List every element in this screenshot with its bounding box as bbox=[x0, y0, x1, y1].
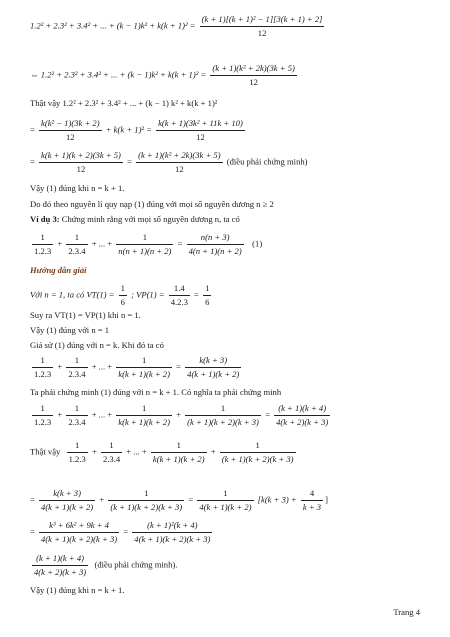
proof-step-2: = $\frac{k(k + 3)}{4(k + 1)(k + 2)}$ + $\frac{1}{(k + 1)(k + 2)(k + 3)}$ = $\frac{1}{4(k + 1)(k + 2)}$ [k(k + 3) + $\frac{4}{k + 3}$ ] bbox=[30, 488, 328, 512]
fraction: $\frac{\text{(k + 1)[(k + 1)² − 1][3(k + 1) + 2]}}{12}$ bbox=[201, 14, 323, 38]
proof-step-formula: Thật vậy $\frac{1}{1.2.3}$ + $\frac{1}{2.3.4}$ + ... + $\frac{1}{k(k + 1)(k + 2)}$ + $\frac{1}{(k + 1)(k + 2)(k + 3)}$ bbox=[30, 440, 294, 464]
fraction: $\frac{\text{(k + 1)(k² + 2k)(3k + 5)}}{12}$ bbox=[212, 63, 295, 87]
proof-result: $\frac{(k + 1)(k + 4)}{4(k + 2)(k + 3)}$ (điều phải chứng minh). bbox=[34, 553, 178, 577]
goal-formula: $\frac{1}{1.2.3}$ + $\frac{1}{2.3.4}$ + ... + $\frac{1}{k(k + 1)(k + 2)}$ + $\frac{1}{(k + 1)(k + 2)(k + 3)}$ = $\frac{(k + 1)(k + 4)}{4(k + 2)(k + 3)}$ bbox=[34, 403, 329, 427]
final-conclusion: Vậy (1) đúng khi n = k + 1. bbox=[30, 585, 125, 595]
base-case-line: Với n = 1, ta có VT(1) = $\frac{1}{6}$ ; VP(1) = $\frac{1.4}{4.2.3}$ = $\frac{1}{6}$ bbox=[30, 283, 210, 307]
base-case-result: Suy ra VT(1) = VP(1) khi n = 1. bbox=[30, 310, 141, 320]
proof-intro-line: Thật vậy 1.2² + 2.3² + 3.4² + ... + (k − 1) k² + k(k + 1)² bbox=[30, 98, 218, 108]
equation-step-3: = $\frac{\text{k(k² − 1)(3k + 2)}}{12}$ + k(k + 1)² = $\frac{\text{k(k + 1)(3k² + 11k + 10)}}{12}$ bbox=[30, 118, 243, 142]
goal-statement: Ta phải chứng minh (1) đúng với n = k + 1. Có nghĩa ta phải chứng minh bbox=[30, 387, 282, 397]
equation-tag: (1) bbox=[252, 238, 263, 249]
fraction: $\frac{\text{(k + 1)(k² + 2k)(3k + 5)}}{12}$ bbox=[138, 150, 221, 174]
example-3-formula: $\frac{1}{1.2.3}$ + $\frac{1}{2.3.4}$ + ... + $\frac{1}{n(n + 1)(n + 2)}$ = $\frac{n(n + 3)}{4(n + 1)(n + 2)}$ (1) bbox=[34, 232, 263, 256]
example-label: Ví dụ 3: bbox=[30, 214, 60, 224]
example-3-statement: Ví dụ 3: Chứng minh rằng với mọi số nguyên dương n, ta có bbox=[30, 214, 240, 224]
fraction: $\frac{\text{k(k + 1)(3k² + 11k + 10)}}{12}$ bbox=[158, 118, 243, 142]
conclusion-line: Vậy (1) đúng khi n = k + 1. bbox=[30, 183, 125, 193]
proof-step-3: = $\frac{\text{k³ + 6k² + 9k + 4}}{4(k + 1)(k + 2)(k + 3)}$ = $\frac{\text{(k + 1)²(k + 4)}}{4(k + 1)(k + 2)(k + 3)}$ bbox=[30, 520, 211, 544]
page-number: Trang 4 bbox=[393, 607, 420, 617]
fraction: $\frac{k(k + 1)(k + 2)(3k + 5)}{12}$ bbox=[41, 150, 121, 174]
solution-heading: Hướng dẫn giải bbox=[30, 265, 87, 275]
induction-conclusion: Do đó theo nguyên lí quy nạp (1) đúng với mọi số nguyên dương n ≥ 2 bbox=[30, 199, 274, 209]
fraction: $\frac{\text{k(k² − 1)(3k + 2)}}{12}$ bbox=[41, 118, 100, 142]
base-case-conclusion: Vậy (1) đúng với n = 1 bbox=[30, 325, 110, 335]
equation-left: ⇔ 1.2² + 2.3² + 3.4² + ... + (k − 1)k² + k(k + 1)² = bbox=[30, 69, 207, 80]
equation-step-1 bbox=[30, 14, 326, 39]
equation-left: 1.2² + 2.3² + 3.4² + ... + (k − 1)k² + k(k + 1)² = bbox=[30, 20, 196, 31]
equation-step-2 bbox=[30, 63, 299, 88]
equation-step-4: = $\frac{k(k + 1)(k + 2)(3k + 5)}{12}$ = $\frac{\text{(k + 1)(k² + 2k)(3k + 5)}}{12}$ (điều phải chứng minh) bbox=[30, 150, 308, 174]
hypothesis-formula: $\frac{1}{1.2.3}$ + $\frac{1}{2.3.4}$ + ... + $\frac{1}{k(k + 1)(k + 2)}$ = $\frac{k(k + 3)}{4(k + 1)(k + 2)}$ bbox=[34, 355, 240, 379]
inductive-hypothesis: Giả sử (1) đúng với n = k. Khi đó ta có bbox=[30, 340, 164, 350]
